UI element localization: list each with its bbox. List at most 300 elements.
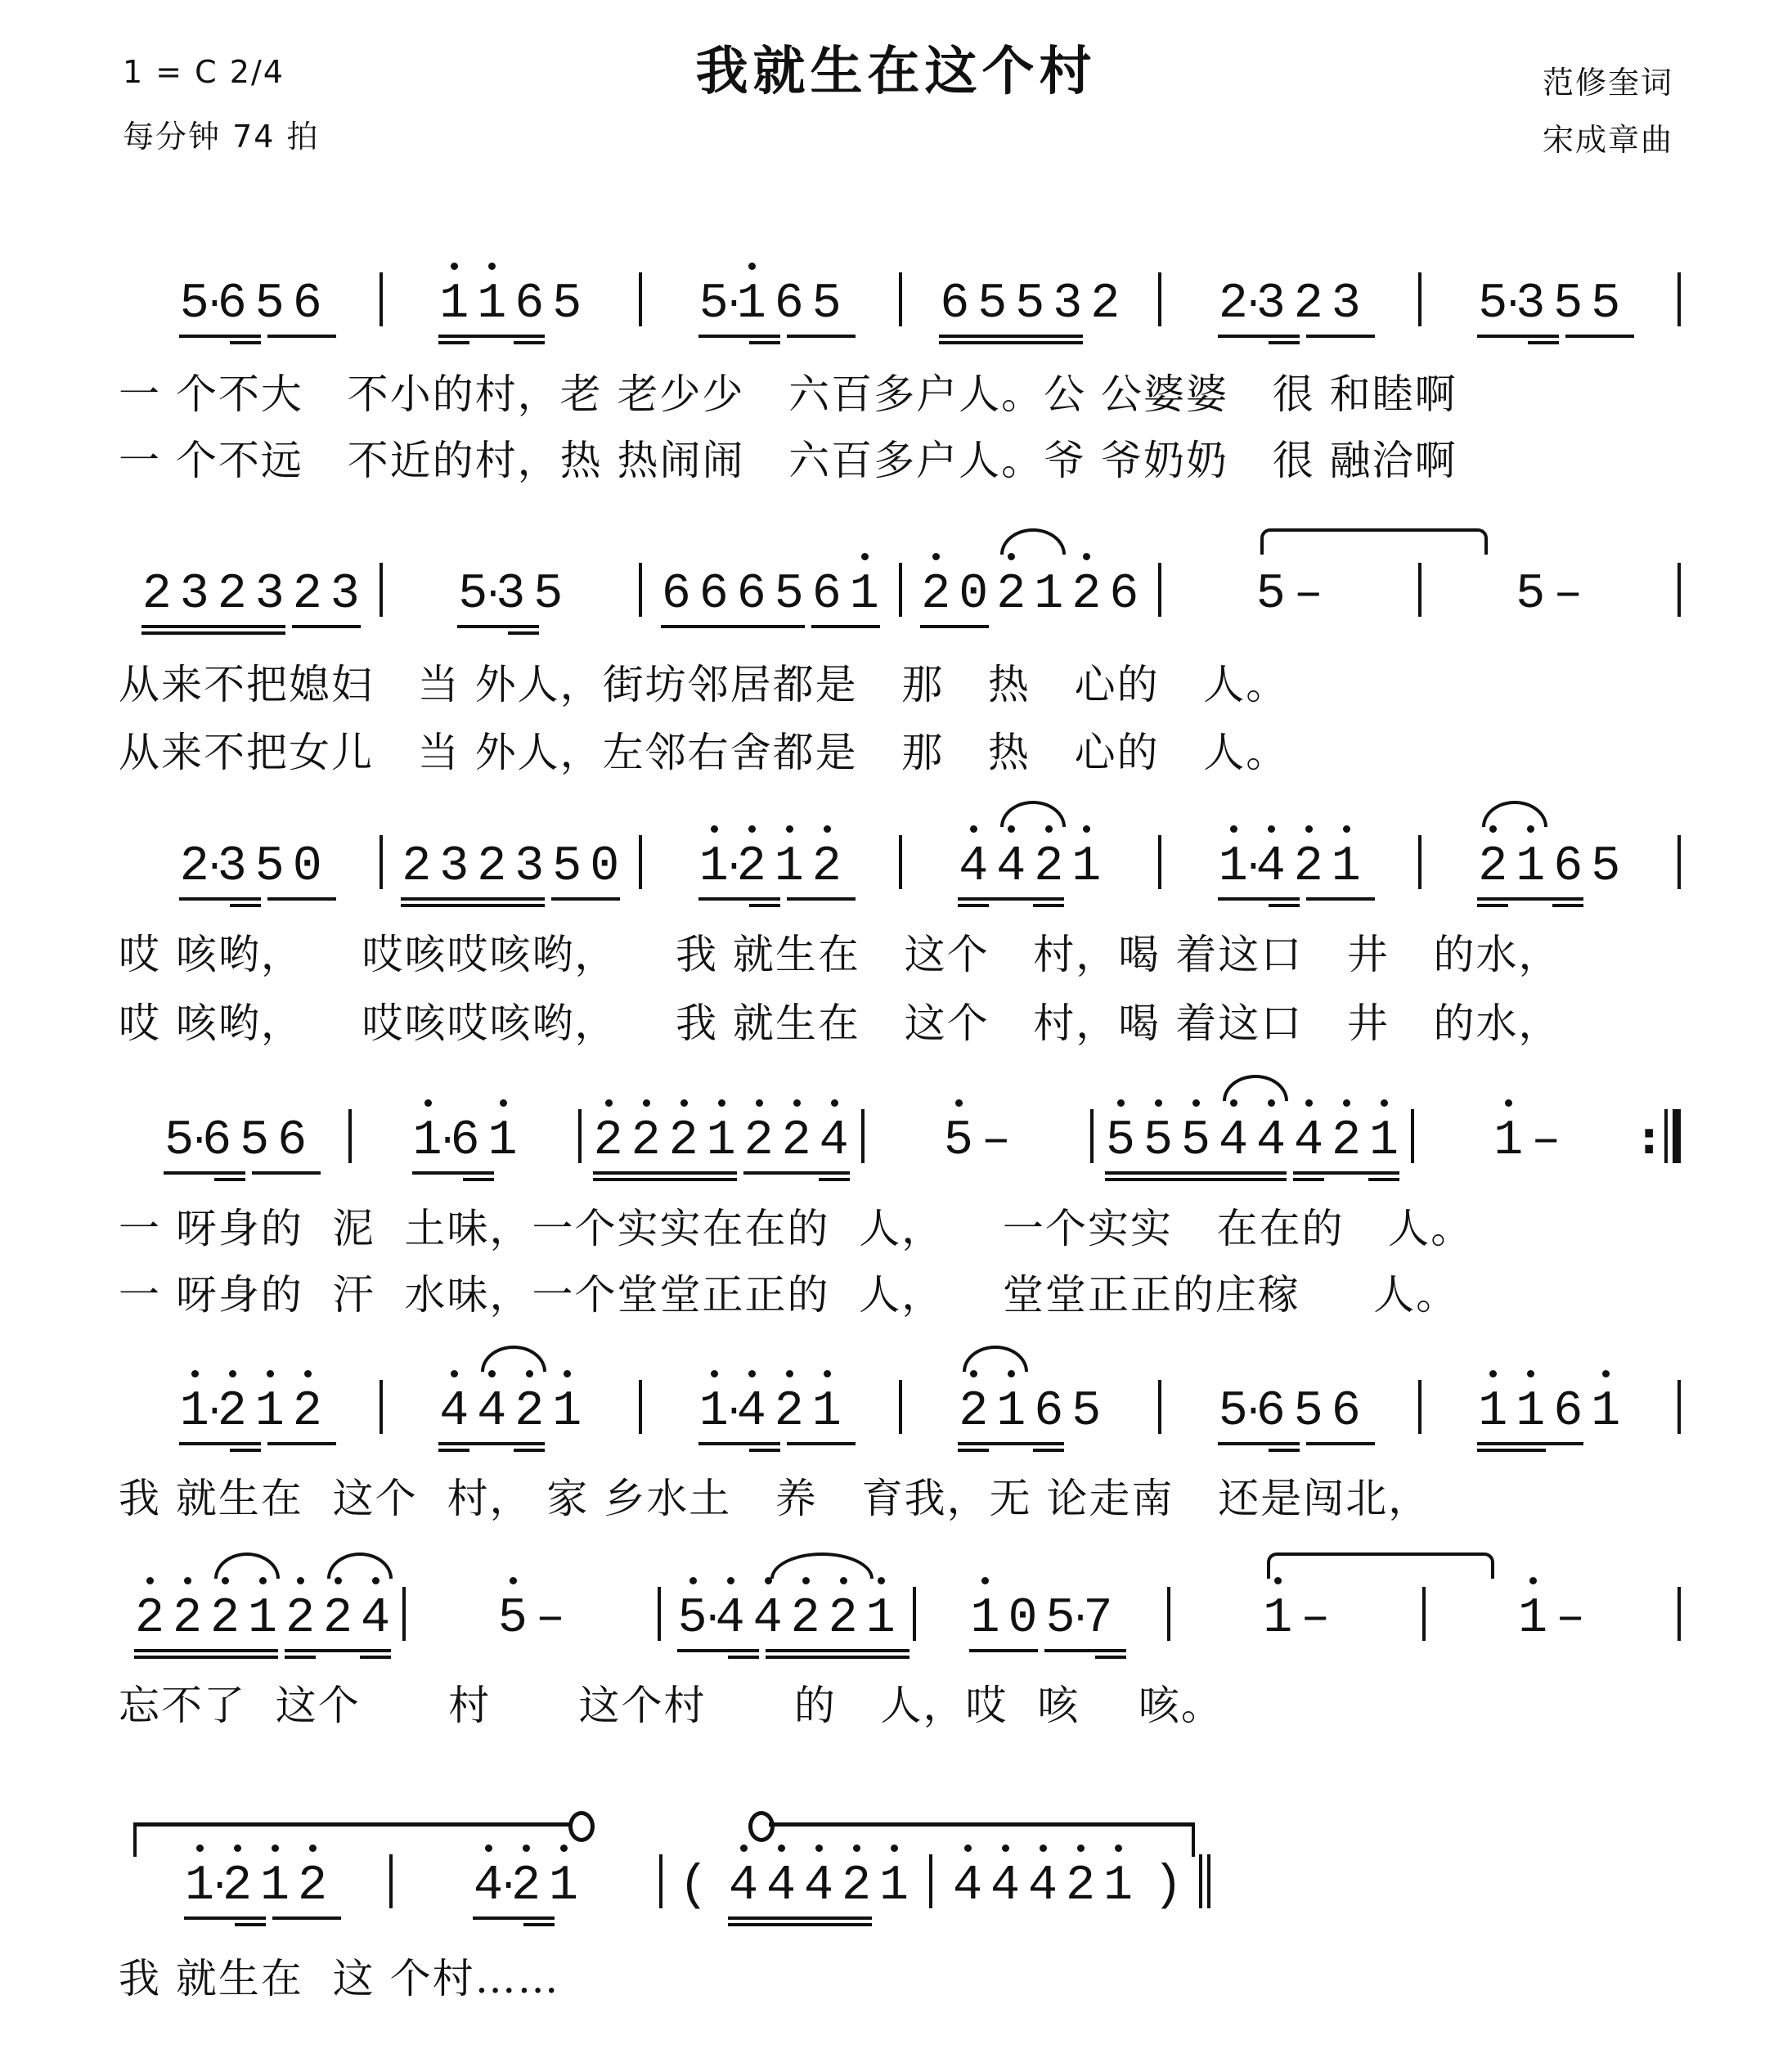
- octave-dot: [786, 1370, 793, 1377]
- note: 5: [1015, 276, 1045, 332]
- beam-line: [134, 1649, 278, 1652]
- measure: [123, 1373, 380, 1439]
- note: 2: [1090, 276, 1121, 332]
- sustain-dash: –: [1300, 1591, 1331, 1647]
- note: 5: [1516, 567, 1546, 622]
- octave-dot: [1602, 1370, 1610, 1377]
- measure: [406, 1580, 658, 1646]
- note: 0: [590, 839, 620, 895]
- tie-slur: [214, 1552, 280, 1579]
- note: 1: [251, 1385, 289, 1439]
- note: 1 ·: [176, 1385, 213, 1439]
- note: 2: [1293, 276, 1323, 332]
- note: 1: [473, 277, 510, 331]
- beam-line: [661, 625, 805, 628]
- note: 2: [217, 567, 247, 622]
- measure: [932, 1848, 1199, 1913]
- note: 6: [736, 567, 766, 622]
- note: 2: [141, 567, 172, 622]
- octave-dot: [824, 1370, 831, 1377]
- score-row: [123, 1373, 1681, 1439]
- beam-line: [593, 1171, 737, 1175]
- measure: [642, 1373, 899, 1439]
- octave-dot: [727, 1577, 734, 1584]
- score-row: [123, 1580, 1681, 1646]
- measure: [865, 1103, 1090, 1168]
- octave-dot: [184, 1577, 191, 1584]
- octave-dot: [1505, 1099, 1512, 1107]
- measure: [1421, 1373, 1678, 1439]
- beam-line: [1306, 335, 1375, 338]
- sustain-dash: –: [1556, 1591, 1586, 1647]
- beam-line-double: [1368, 1178, 1399, 1181]
- octave-dot: [748, 263, 756, 270]
- note: 2: [1067, 568, 1105, 622]
- note: 4: [815, 1114, 853, 1168]
- note: 2: [665, 1114, 703, 1168]
- octave-dot: [424, 1099, 432, 1107]
- octave-dot: [740, 1845, 748, 1852]
- beam-line-double: [214, 1178, 245, 1181]
- note: 5 ·: [454, 568, 492, 622]
- note: 3: [439, 839, 469, 895]
- octave-dot: [711, 825, 718, 833]
- note: 5 ·: [1215, 1385, 1252, 1439]
- beam-line-double: [939, 341, 1083, 344]
- measure: [902, 1373, 1159, 1439]
- beam-line: [267, 335, 336, 338]
- note: 2: [206, 1592, 244, 1646]
- note: 3: [514, 839, 545, 895]
- octave-dot: [451, 1370, 458, 1377]
- note: 4: [1252, 840, 1290, 894]
- beam-line-double: [958, 1449, 989, 1452]
- note: 6: [292, 276, 322, 332]
- lyric-line: 我 就生在 这个 村， 家 乡水土 养 育我，无 论走南 还是闯北，: [119, 1475, 1431, 1522]
- beam-line: [958, 1442, 1064, 1445]
- octave-dot: [1343, 1099, 1350, 1107]
- note: 2: [289, 1385, 326, 1439]
- note: 6: [202, 1113, 232, 1169]
- measure: [661, 1580, 913, 1646]
- note: 6: [277, 1113, 308, 1169]
- note: 1 ·: [181, 1859, 218, 1913]
- measure: [123, 1580, 402, 1646]
- octave-dot: [229, 1370, 236, 1377]
- beam-line-double: [593, 1178, 737, 1181]
- measure: [662, 1848, 929, 1913]
- octave-dot: [1192, 1099, 1200, 1107]
- note: 4: [473, 1385, 510, 1439]
- tie-slur: [1260, 528, 1488, 555]
- octave-dot: [1527, 1370, 1534, 1377]
- beam-line: [179, 335, 261, 338]
- repeat-end-barline: :: [1640, 1109, 1681, 1163]
- measure: [642, 556, 899, 622]
- beam-line-double: [749, 904, 780, 907]
- tie-slur: [1000, 528, 1066, 555]
- beam-line-double: [728, 1656, 759, 1659]
- note: 1: [966, 1592, 1004, 1646]
- note: 1: [808, 1385, 846, 1439]
- beam-line-double: [230, 1449, 261, 1452]
- barline: [1677, 272, 1681, 326]
- octave-dot: [564, 1370, 571, 1377]
- octave-dot: [1117, 1099, 1125, 1107]
- note: 2: [838, 1859, 875, 1913]
- measure: [123, 266, 380, 331]
- note: 5: [1591, 839, 1621, 895]
- octave-dot: [643, 1099, 650, 1107]
- octave-dot: [853, 1845, 860, 1852]
- note: 2 ·: [176, 840, 213, 894]
- tie-slur: [327, 1552, 393, 1579]
- measure: [1161, 829, 1418, 894]
- note: 2: [1327, 1114, 1365, 1168]
- octave-dot: [1077, 1845, 1085, 1852]
- sustain-dash: –: [535, 1591, 565, 1647]
- note: 1: [1511, 1385, 1549, 1439]
- beam-line-double: [230, 904, 261, 907]
- beam-line: [743, 1171, 850, 1175]
- ending-ring-left: [568, 1811, 595, 1842]
- octave-dot: [932, 553, 940, 560]
- beam-line: [958, 897, 1064, 901]
- note: 5: [977, 276, 1008, 332]
- beam-line: [438, 1442, 545, 1445]
- note: 6: [774, 276, 804, 332]
- note: 1: [244, 1592, 281, 1646]
- note: 3: [179, 567, 209, 622]
- note: 1: [1259, 1592, 1296, 1646]
- beam-line-double: [819, 1178, 850, 1181]
- beam-line-double: [230, 341, 261, 344]
- note: 2: [213, 1385, 251, 1439]
- measure: [123, 829, 380, 894]
- tie-slur: [1267, 1552, 1494, 1579]
- note: 2: [824, 1592, 862, 1646]
- beam-line-double: [728, 1923, 872, 1926]
- note: 3: [496, 567, 526, 622]
- paren-open: (: [678, 1858, 708, 1914]
- beam-line: [1105, 1171, 1287, 1175]
- beam-line: [1306, 1442, 1375, 1445]
- measure: [383, 1373, 640, 1439]
- note: 2: [477, 839, 507, 895]
- beam-line: [811, 625, 880, 628]
- note: 5: [1255, 567, 1286, 622]
- beam-line: [1218, 897, 1300, 901]
- octave-dot: [196, 1845, 204, 1852]
- lyric-line: 忘不了 这个 村 这个村 的 人，哎 咳 咳。: [119, 1682, 1224, 1729]
- note: 5: [254, 276, 285, 332]
- note: 3: [1331, 276, 1361, 332]
- note: 1: [1587, 1385, 1624, 1439]
- note: 1: [1511, 840, 1549, 894]
- note: 2: [281, 1592, 319, 1646]
- beam-line: [787, 1442, 856, 1445]
- beam-line: [252, 1171, 321, 1175]
- note: 5: [254, 839, 285, 895]
- note: 1: [1489, 1114, 1527, 1168]
- sustain-dash: –: [1531, 1113, 1561, 1169]
- beam-line: [1306, 897, 1375, 901]
- tie-slur: [770, 1552, 874, 1579]
- octave-dot: [1083, 553, 1090, 560]
- note: 4: [1215, 1114, 1252, 1168]
- octave-dot: [297, 1577, 304, 1584]
- note: 0: [292, 839, 322, 895]
- note: 3: [1255, 276, 1286, 332]
- note: 1: [875, 1859, 913, 1913]
- note: 2: [218, 1859, 256, 1913]
- note: 4: [712, 1592, 749, 1646]
- note: 1: [548, 1385, 586, 1439]
- measure: [1170, 1580, 1422, 1646]
- beam-line-double: [285, 1656, 316, 1659]
- beam-line: [1477, 1442, 1583, 1445]
- note: 2: [917, 568, 954, 622]
- note: 6: [1553, 839, 1583, 895]
- note: 6: [1109, 567, 1139, 622]
- note: 5: [774, 567, 804, 622]
- octave-dot: [711, 1370, 718, 1377]
- octave-dot: [1155, 1099, 1162, 1107]
- final-barline: [1199, 1854, 1210, 1908]
- score-row: [123, 266, 1681, 331]
- octave-dot: [304, 1370, 312, 1377]
- beam-line: [438, 335, 545, 338]
- sustain-dash: –: [1293, 567, 1323, 622]
- beam-line-double: [401, 904, 545, 907]
- lyric-line: 哎 咳哟， 哎咳哎咳哟， 我 就生在 这个 村，喝 着这口 井 的水，: [119, 931, 1561, 978]
- measure: [902, 556, 1159, 622]
- octave-dot: [1305, 1099, 1313, 1107]
- measure: [123, 556, 380, 622]
- beam-line: [728, 1916, 872, 1920]
- note: 4: [954, 840, 992, 894]
- octave-dot: [824, 825, 831, 833]
- beam-line-double: [360, 1656, 391, 1659]
- note: 1: [435, 277, 473, 331]
- note: 5: [1553, 276, 1583, 332]
- sustain-dash: –: [981, 1113, 1011, 1169]
- beam-line: [1293, 1171, 1399, 1175]
- octave-dot: [1083, 825, 1090, 833]
- note: 4: [1252, 1114, 1290, 1168]
- measure: [1161, 266, 1418, 331]
- beam-line-double: [438, 341, 469, 344]
- note: 6: [217, 276, 247, 332]
- score-row: [123, 1848, 1210, 1913]
- note: 2: [168, 1592, 206, 1646]
- measure: [123, 1103, 348, 1168]
- note: 1: [256, 1859, 294, 1913]
- note: 2 ·: [1215, 277, 1252, 331]
- score-row: [123, 829, 1681, 894]
- beam-line: [677, 1649, 759, 1652]
- note: 5 ·: [1474, 277, 1511, 331]
- beam-line: [698, 897, 780, 901]
- measure: [902, 829, 1159, 894]
- beam-line: [939, 335, 1083, 338]
- note: 6: [450, 1113, 480, 1169]
- measure: [393, 1848, 659, 1913]
- lyric-line: 哎 咳哟， 哎咳哎咳哟， 我 就生在 这个 村，喝 着这口 井 的水，: [119, 1000, 1561, 1047]
- note: 2: [733, 840, 770, 894]
- score-row: [123, 556, 1681, 622]
- note: 1 ·: [695, 1385, 733, 1439]
- note: 2: [740, 1114, 778, 1168]
- note: 5: [1071, 1384, 1102, 1440]
- beam-line: [184, 1916, 266, 1920]
- beam-line-double: [766, 1656, 909, 1659]
- octave-dot: [891, 1845, 898, 1852]
- beam-line-double: [1269, 904, 1300, 907]
- measure: [1421, 556, 1678, 622]
- beam-line-double: [134, 1656, 278, 1659]
- note: 5: [940, 1114, 977, 1168]
- beam-line: [698, 335, 780, 338]
- octave-dot: [1343, 825, 1350, 833]
- octave-dot: [146, 1577, 154, 1584]
- beam-line: [698, 1442, 780, 1445]
- measure: [383, 829, 640, 894]
- note: 6: [811, 567, 842, 622]
- beam-line: [292, 625, 361, 628]
- note: 6: [661, 567, 691, 622]
- note: 6: [1255, 1384, 1286, 1440]
- note: 2: [808, 840, 846, 894]
- ending-bracket-left-tick: [133, 1822, 137, 1857]
- measure: [1161, 1373, 1418, 1439]
- tempo-marking: 每分钟 74 拍: [123, 119, 320, 155]
- note: 2: [131, 1592, 168, 1646]
- octave-dot: [748, 1370, 756, 1377]
- tie-slur: [1000, 801, 1066, 827]
- note: 6: [514, 276, 545, 332]
- note: 2: [627, 1114, 665, 1168]
- measure: [383, 556, 640, 622]
- lyric-line: 一 呀身的 汗 水味，一个堂堂正正的 人， 堂堂正正的庄稼 人。: [119, 1271, 1459, 1319]
- beam-line: [267, 897, 336, 901]
- note: 2: [1474, 840, 1511, 894]
- beam-line-double: [1033, 904, 1064, 907]
- note: 1: [1514, 1592, 1552, 1646]
- ending-ring-right: [748, 1811, 775, 1842]
- note: 6: [698, 567, 729, 622]
- beam-line-double: [958, 904, 989, 907]
- note: 2: [787, 1592, 824, 1646]
- note: 5: [1102, 1114, 1139, 1168]
- beam-line-double: [1293, 1178, 1324, 1181]
- measure: [1421, 266, 1678, 331]
- beam-line-double: [749, 1449, 780, 1452]
- beam-line: [551, 897, 620, 901]
- score-row: [123, 1103, 1681, 1168]
- octave-dot: [878, 1577, 885, 1584]
- octave-dot: [488, 263, 496, 270]
- octave-dot: [451, 263, 458, 270]
- note: 2: [402, 839, 432, 895]
- note: 4: [1290, 1114, 1327, 1168]
- note: 2: [770, 1385, 808, 1439]
- note: 5 ·: [695, 277, 733, 331]
- beam-line: [1218, 1442, 1300, 1445]
- note: 1: [992, 1385, 1030, 1439]
- note: 1: [484, 1114, 522, 1168]
- barline: [1677, 835, 1681, 889]
- octave-dot: [718, 1099, 725, 1107]
- note: 2: [294, 1859, 331, 1913]
- note: 5: [240, 1113, 270, 1169]
- note: 6: [940, 276, 970, 332]
- note: 4: [1024, 1859, 1062, 1913]
- note: 6: [1553, 1384, 1583, 1440]
- measure: [642, 829, 899, 894]
- beam-line-double: [749, 341, 780, 344]
- composer-credit: 宋成章曲: [1543, 122, 1674, 158]
- measure: [1414, 1103, 1640, 1168]
- note: 1: [1474, 1385, 1511, 1439]
- beam-line-double: [141, 631, 285, 635]
- note: 4: [725, 1859, 762, 1913]
- octave-dot: [1115, 1845, 1122, 1852]
- note: 2: [319, 1592, 357, 1646]
- note: 5 ·: [176, 277, 213, 331]
- octave-dot: [955, 1099, 963, 1107]
- note: 2: [954, 1385, 992, 1439]
- beam-line: [969, 1649, 1038, 1652]
- note: 6: [1034, 1384, 1064, 1440]
- beam-line-double: [235, 1923, 266, 1926]
- note: 5 ·: [674, 1592, 712, 1646]
- measure: [383, 266, 640, 331]
- beam-line: [285, 1649, 391, 1652]
- beam-line: [1477, 335, 1559, 338]
- beam-line: [766, 1649, 909, 1652]
- octave-dot: [1040, 1845, 1047, 1852]
- beam-line: [457, 625, 539, 628]
- note: 4: [992, 840, 1030, 894]
- octave-dot: [831, 1099, 838, 1107]
- note: 5: [811, 276, 842, 332]
- note: 1: [703, 1114, 740, 1168]
- beam-line: [141, 625, 285, 628]
- octave-dot: [1230, 825, 1237, 833]
- tie-slur: [1482, 801, 1547, 827]
- note: 5: [552, 839, 582, 895]
- measure: [1094, 1103, 1411, 1168]
- beam-line-double: [438, 1449, 469, 1452]
- note: 5 ·: [1041, 1592, 1079, 1646]
- barline: [1677, 563, 1681, 617]
- octave-dot: [1305, 825, 1313, 833]
- beam-line: [412, 1171, 494, 1175]
- beam-line-double: [1095, 1656, 1126, 1659]
- octave-dot: [981, 1577, 989, 1584]
- beam-line: [267, 1442, 336, 1445]
- beam-line-double: [514, 1449, 545, 1452]
- measure: [642, 266, 899, 331]
- octave-dot: [267, 1370, 274, 1377]
- octave-dot: [500, 1099, 507, 1107]
- note: 2: [1062, 1859, 1099, 1913]
- measure: [352, 1103, 577, 1168]
- lyric-line: 一 呀身的 泥 土味，一个实实在在的 人， 一个实实 在在的 人。: [119, 1205, 1474, 1252]
- note: 4: [800, 1859, 838, 1913]
- note: 6: [1331, 1384, 1361, 1440]
